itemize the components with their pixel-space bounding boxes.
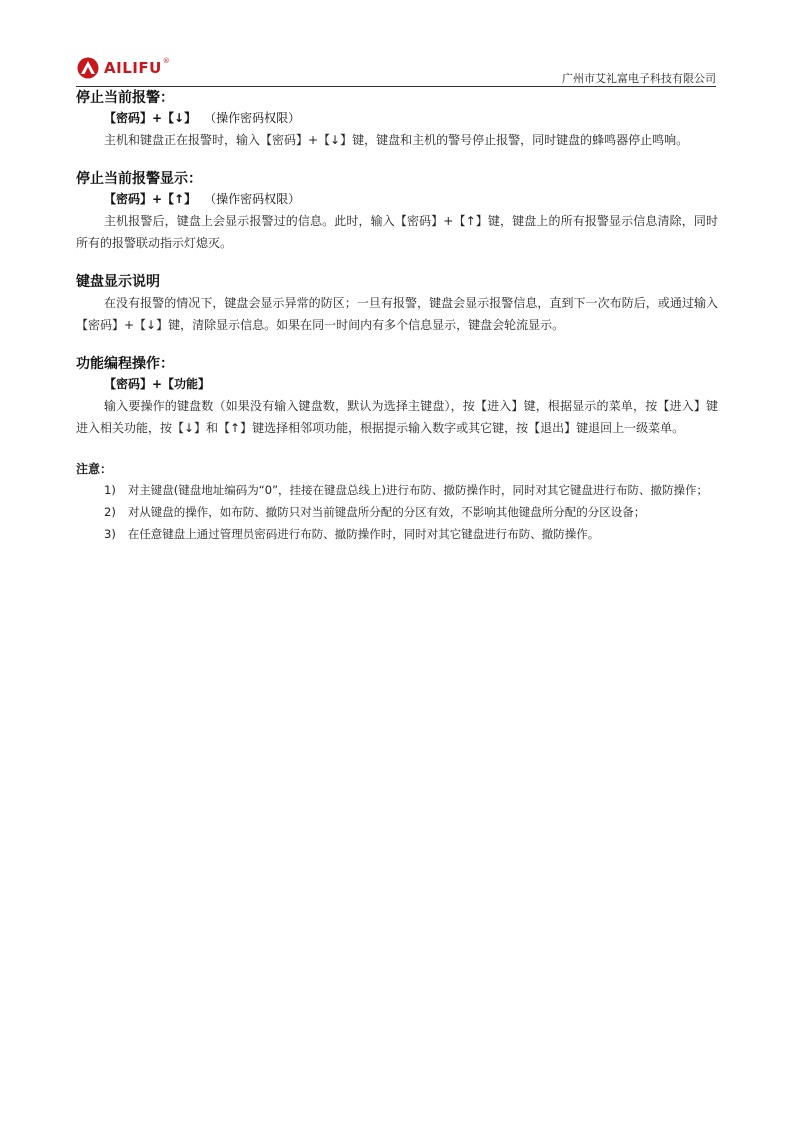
note-text: 在任意键盘上通过管理员密码进行布防、撤防操作时，同时对其它键盘进行布防、撤防操作。	[127, 527, 600, 541]
section-title: 停止当前报警：	[76, 90, 174, 106]
note-number: 3)	[104, 527, 116, 541]
note-item	[76, 501, 718, 523]
section-title: 功能编程操作：	[76, 356, 174, 372]
section-text: 主机和键盘正在报警时，输入【密码】+【↓】键，键盘和主机的警号停止报警，同时键盘的蜂鸣器停止鸣响。	[104, 133, 689, 147]
command-keys: 【密码】+【↓】	[104, 111, 197, 125]
notes-section	[76, 459, 718, 545]
section-stop-alarm	[76, 88, 718, 151]
permission-note: （操作密码权限）	[210, 111, 301, 125]
section-text: 在没有报警的情况下，键盘会显示异常的防区；一旦有报警，键盘会显示报警信息，直到下一次布防后，或通过输入【密码】+【↓】键，清除显示信息。如果在同一时间内有多个信息显示，键盘会轮流显示。	[76, 296, 718, 332]
section-text: 输入要操作的键盘数（如果没有输入键盘数，默认为选择主键盘），按【进入】键，根据显示的菜单，按【进入】键进入相关功能，按【↓】和【↑】键选择相邻项功能，根据提示输入数字或其它键，按【退出】键退回上一级菜单。	[76, 399, 718, 435]
section-stop-alarm-display	[76, 169, 718, 254]
command-keys: 【密码】+【功能】	[104, 377, 211, 391]
section-keypad-display	[76, 272, 718, 336]
permission-note: （操作密码权限）	[210, 192, 301, 206]
section-text: 主机报警后，键盘上会显示报警过的信息。此时，输入【密码】+【↑】键，键盘上的所有报警显示信息清除，同时所有的报警联动指示灯熄灭。	[76, 214, 718, 250]
section-title: 停止当前报警显示：	[76, 171, 202, 187]
registered-mark: ®	[162, 57, 170, 65]
command-keys: 【密码】+【↑】	[104, 192, 197, 206]
note-text: 对主键盘(键盘地址编码为“0”，挂接在键盘总线上)进行布防、撤防操作时，同时对其它键盘进行布防、撤防操作；	[127, 483, 709, 497]
section-function-programming	[76, 354, 718, 439]
notes-title: 注意：	[76, 462, 113, 476]
command-line	[104, 189, 718, 210]
note-item	[76, 523, 718, 545]
logo-text: AILIFU	[104, 59, 162, 77]
note-text: 对从键盘的操作，如布防、撤防只对当前键盘所分配的分区有效，不影响其他键盘所分配的分区设备；	[127, 505, 646, 519]
command-line	[104, 108, 718, 129]
note-number: 2)	[104, 505, 116, 519]
command-line	[104, 374, 718, 395]
company-logo	[76, 56, 170, 80]
page-header	[76, 52, 716, 87]
document-body	[76, 88, 718, 545]
ailifu-triangle-icon	[76, 57, 100, 79]
note-item	[76, 479, 718, 501]
section-title: 键盘显示说明	[76, 274, 160, 290]
company-name: 广州市艾礼富电子科技有限公司	[562, 72, 716, 85]
note-number: 1)	[104, 483, 116, 497]
